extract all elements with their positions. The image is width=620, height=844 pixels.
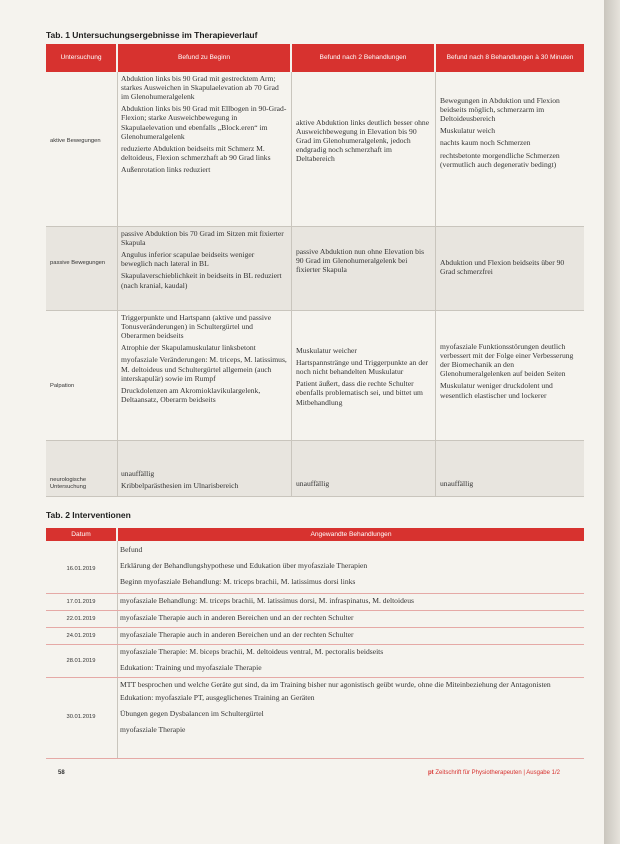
t1-header-nach2: Befund nach 2 Behandlungen bbox=[292, 44, 434, 72]
palpation-begin-3: myofasziale Veränderungen: M. triceps, M. latissimus, M. deltoideus und Schultergürtel allgemein (auch interskapulär) sowie im Rumpf bbox=[121, 355, 287, 383]
aktive-after8-1: Bewegungen in Abduktion und Flexion beidseits möglich, schmerzarm im Deltoideusbereich bbox=[440, 96, 560, 124]
neuro-after2-cell: unauffällig bbox=[296, 479, 330, 488]
row-divider bbox=[46, 677, 584, 678]
aktive-begin-2: Abduktion links bis 90 Grad mit Ellbogen in 90-Grad-Flexion; starke Ausweichbewegung in Skapulaelevation und ebenfalls „Block.eren“ im Glenohumeralgelenk bbox=[121, 104, 287, 141]
row-label-palpation: Palpation bbox=[50, 383, 75, 389]
row-divider bbox=[46, 593, 584, 594]
treatment-cell: myofasziale Therapie auch in anderen Bereichen und an der rechten Schulter bbox=[120, 613, 354, 622]
row-divider bbox=[46, 440, 584, 441]
date-cell: 22.01.2019 bbox=[66, 616, 96, 622]
aktive-after8-2: Muskulatur weich bbox=[440, 126, 496, 136]
aktive-after8-4: rechtsbetonte morgendliche Schmerzen (vermutlich auch degenerativ bedingt) bbox=[440, 150, 560, 169]
journal-name bbox=[428, 770, 560, 776]
neuro-begin-1: unauffällig bbox=[121, 469, 155, 478]
journal-name-text: Zeitschrift für Physiotherapeuten | Ausgabe 1/2 bbox=[435, 770, 560, 776]
row-label-neuro: neurologische Untersuchung bbox=[50, 477, 87, 491]
row-divider bbox=[46, 610, 584, 611]
t2-header-datum: Datum bbox=[46, 528, 116, 541]
treatment-line: MTT besprochen und welche Geräte gut sind, da im Training bisher nur agonistisch geübt wurde, ohne die Miteinbeziehung der Antagonisten bbox=[120, 680, 551, 689]
aktive-after8-3: nachts kaum noch Schmerzen bbox=[440, 138, 531, 148]
palpation-begin-1: Triggerpunkte und Hartspann (aktive und passive Tonusveränderungen) in Schultergürtel und Oberarmen beidseits bbox=[121, 313, 272, 341]
col-divider bbox=[117, 72, 118, 496]
date-cell: 30.01.2019 bbox=[66, 714, 96, 720]
aktive-begin-1: Abduktion links bis 90 Grad mit gestrecktem Arm; starkes Ausweichen in Skapulaelevation ab 70 Grad im Glenohumeralgelenk bbox=[121, 74, 279, 102]
passive-after2-cell: passive Abduktion nun ohne Elevation bis 90 Grad im Glenohumeralgelenk bei fixierter Skapula bbox=[296, 247, 425, 275]
passive-begin-2: Angulus inferior scapulae beidseits weniger beweglich nach lateral in BL bbox=[121, 250, 255, 269]
date-cell: 16.01.2019 bbox=[66, 566, 96, 572]
passive-begin-3: Skapulaverschieblichkeit in beidseits in BL reduziert (nach kranial, kaudal) bbox=[121, 271, 282, 290]
treatment-line: Erklärung der Behandlungshypothese und Edukation über myofasziale Therapien bbox=[120, 561, 368, 570]
palpation-after2-2: Hartspannstränge und Triggerpunkte an der noch nicht behandelten Muskulatur bbox=[296, 358, 429, 377]
row-label-passive: passive Bewegungen bbox=[50, 260, 106, 266]
col-divider bbox=[291, 72, 292, 496]
t1-header-untersuchung: Untersuchung bbox=[46, 44, 116, 72]
palpation-begin-4: Druckdolenzen am Akromioklavikulargelenk, Deltaansatz, Oberarm beidseits bbox=[121, 385, 261, 404]
aktive-begin-3: reduzierte Abduktion beidseits mit Schmerz M. deltoideus, Flexion schmerzhaft ab 90 Grad links bbox=[121, 143, 271, 162]
passive-begin-cell bbox=[121, 229, 287, 293]
date-cell: 28.01.2019 bbox=[66, 658, 96, 664]
aktive-begin-cell bbox=[121, 74, 287, 177]
t1-header-beginn: Befund zu Beginn bbox=[118, 44, 290, 72]
date-cell: 17.01.2019 bbox=[66, 599, 96, 605]
aktive-begin-4: Außenrotation links reduziert bbox=[121, 164, 211, 174]
treatment-cell: myofasziale Behandlung: M. triceps brachii, M. latissimus dorsi, M. infraspinatus, M. deltoideus bbox=[120, 596, 415, 605]
palpation-begin-2: Atrophie der Skapulamuskulatur linksbetont bbox=[121, 343, 256, 353]
table2-title: Tab. 2 Interventionen bbox=[46, 510, 131, 520]
passive-begin-1: passive Abduktion bis 70 Grad im Sitzen mit fixierter Skapula bbox=[121, 229, 284, 248]
palpation-after8-1: myofasziale Funktionsstörungen deutlich verbessert mit der Folge einer Verbesserung der Biomechanik an den Glenohumeralgelenken auf beiden Seiten bbox=[440, 342, 574, 379]
neuro-begin-2: Kribbelparästhesien im Ulnarisbereich bbox=[121, 481, 239, 491]
journal-logo-icon: pt bbox=[428, 770, 434, 776]
row-divider bbox=[46, 496, 584, 497]
treatment-cell bbox=[120, 545, 582, 586]
row-label-aktive: aktive Bewegungen bbox=[50, 138, 101, 144]
row-divider bbox=[46, 758, 584, 759]
page-edge bbox=[604, 0, 620, 844]
treatment-line: Beginn myofasziale Behandlung: M. triceps brachii, M. latissimus dorsi links bbox=[120, 577, 356, 586]
row-divider bbox=[46, 627, 584, 628]
row-divider bbox=[46, 226, 584, 227]
treatment-line: myofasziale Therapie bbox=[120, 725, 186, 735]
neuro-after8-cell: unauffällig bbox=[440, 479, 474, 488]
page-number: 58 bbox=[58, 770, 65, 776]
treatment-line: Befund bbox=[120, 545, 143, 554]
aktive-after8-cell bbox=[440, 96, 580, 172]
palpation-begin-cell bbox=[121, 313, 287, 407]
date-cell: 24.01.2019 bbox=[66, 633, 96, 639]
row-divider bbox=[46, 644, 584, 645]
treatment-line: Edukation: myofasziale PT, ausgeglichenes Training an Geräten bbox=[120, 693, 315, 703]
table1-title: Tab. 1 Untersuchungsergebnisse im Therapieverlauf bbox=[46, 30, 258, 40]
passive-after8-cell: Abduktion und Flexion beidseits über 90 Grad schmerzfrei bbox=[440, 258, 565, 277]
treatment-cell: myofasziale Therapie auch in anderen Bereichen und an der rechten Schulter bbox=[120, 630, 354, 639]
palpation-after8-cell bbox=[440, 342, 580, 403]
row-divider bbox=[46, 310, 584, 311]
col-divider bbox=[435, 72, 436, 496]
palpation-after2-cell bbox=[296, 346, 432, 410]
palpation-after2-1: Muskulatur weicher bbox=[296, 346, 357, 355]
aktive-after2-cell: aktive Abduktion links deutlich besser ohne Ausweichbewegung in Elevation bis 90 Grad im Glenohumeralgelenk, jedoch endgradig noch schmerzhaft im Deltabereich bbox=[296, 118, 430, 164]
treatment-line: Edukation: Training und myofasziale Therapie bbox=[120, 663, 262, 672]
treatment-line: myofasziale Therapie: M. biceps brachii, M. deltoideus ventral, M. pectoralis beidseits bbox=[120, 647, 384, 656]
t2-header-behandlungen: Angewandte Behandlungen bbox=[118, 528, 584, 541]
treatment-cell bbox=[120, 647, 582, 672]
palpation-after2-3: Patient äußert, dass die rechte Schulter ebenfalls problematisch sei, und bittet um Mitbehandlung bbox=[296, 379, 423, 407]
t1-header-nach8: Befund nach 8 Behandlungen à 30 Minuten bbox=[436, 44, 584, 72]
neuro-begin-cell bbox=[121, 469, 287, 493]
col-divider bbox=[117, 541, 118, 758]
treatment-line: Übungen gegen Dysbalancen im Schultergürtel bbox=[120, 709, 264, 719]
treatment-cell bbox=[120, 680, 582, 734]
palpation-after8-2: Muskulatur weniger druckdolent und wesentlich elastischer und lockerer bbox=[440, 381, 553, 400]
